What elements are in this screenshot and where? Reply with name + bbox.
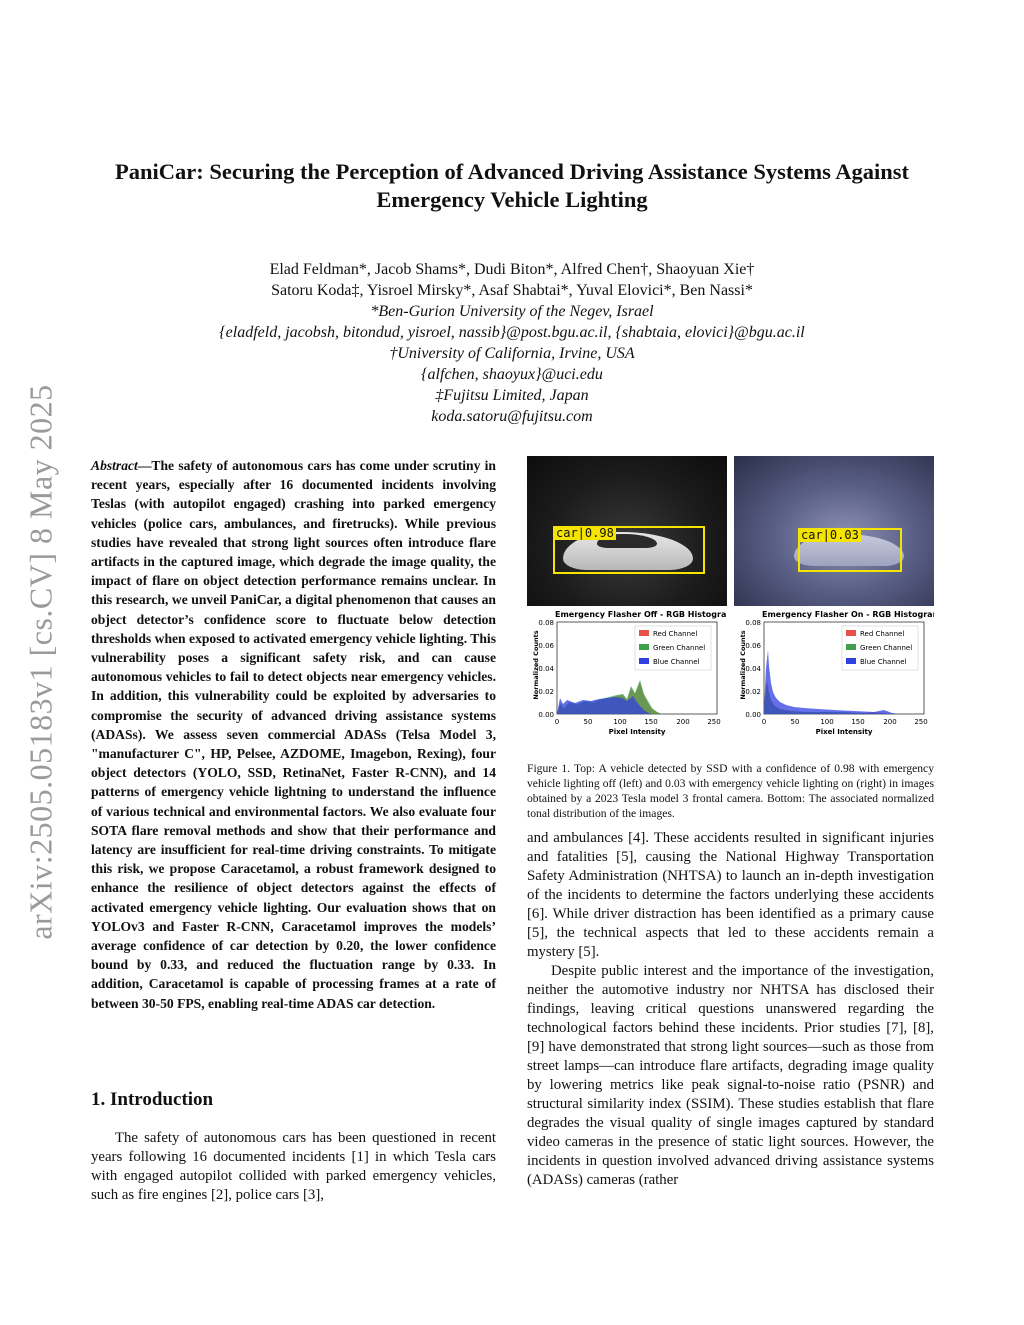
author-line-1: Elad Feldman*, Jacob Shams*, Dudi Biton*, Alfred Chen†, Shaoyuan Xie† — [269, 261, 755, 278]
photo-flasher-on — [734, 456, 934, 606]
x-tick: 50 — [583, 718, 593, 726]
x-ticks — [555, 718, 721, 726]
legend-swatch-blue — [639, 658, 649, 664]
y-tick: 0.02 — [538, 688, 554, 696]
histogram-flasher-off — [527, 608, 727, 738]
y-tick: 0.00 — [745, 711, 761, 719]
legend-label: Blue Channel — [860, 658, 907, 666]
arxiv-stamp-text: arXiv:2505.05183v1 [cs.CV] 8 May 2025 — [22, 384, 59, 940]
figure-1 — [527, 456, 934, 738]
y-tick: 0.08 — [745, 619, 761, 627]
email-1: {eladfeld, jacobsh, bitondud, yisroel, nassib}@post.bgu.ac.il, {shabtaia, elovici}@bgu.ac.il — [219, 324, 805, 341]
paragraph: Despite public interest and the importance of the investigation, neither the automotive industry nor NHTSA has disclosed their findings, leaving critical questions unanswered regarding the technological factors behind these incidents. Prior studies [7], [8], [9] have demonstrated that strong light sources—such as those from street lamps—can introduce flare artifacts, degrading image quality by lowering metrics like peak signal-to-noise ratio (PSNR) and structural similarity index (SSIM). These studies establish that flare degrades the visual quality of single images captured by standard video cameras in the presence of static light sources. However, the incidents in question involved advanced driving assistance systems (ADASs) cameras (rather — [527, 963, 934, 1188]
histogram-svg — [734, 608, 934, 738]
legend-swatch-blue — [846, 658, 856, 664]
affiliation-2: †University of California, Irvine, USA — [389, 345, 635, 362]
y-tick: 0.06 — [745, 642, 761, 650]
x-tick: 200 — [883, 718, 897, 726]
email-3: koda.satoru@fujitsu.com — [431, 408, 593, 425]
x-tick: 200 — [676, 718, 690, 726]
intro-paragraph: The safety of autonomous cars has been questioned in recent years following 16 documented incidents [1] in which Tesla cars with engaged autopilot collided with parked emergency vehicles, such as fire engines [2], police cars [3], — [91, 1130, 496, 1203]
x-ticks — [762, 718, 928, 726]
legend — [842, 626, 918, 670]
paragraph: and ambulances [4]. These accidents resulted in significant injuries and fatalities [5], causing the National Highway Transportation Safety Administration (NHTSA) to launch an in-depth investigation of the incidents to determine the factors underlying these accidents [6]. While driver distraction has been identified as a primary cause [5], the technical aspects that led to these accidents remain a mystery [5]. — [527, 830, 934, 960]
histogram-xlabel: Pixel Intensity — [608, 728, 666, 736]
y-ticks — [745, 619, 761, 719]
detection-label: car|0.03 — [801, 528, 859, 542]
histogram-ylabel: Normalized Counts — [532, 630, 540, 700]
legend-label: Green Channel — [860, 644, 913, 652]
paper-title: PaniCar: Securing the Perception of Advanced Driving Assistance Systems Against Emergency Vehicle Lighting — [115, 159, 909, 212]
x-tick: 100 — [613, 718, 627, 726]
legend-label: Green Channel — [653, 644, 706, 652]
email-2: {alfchen, shaoyux}@uci.edu — [421, 366, 603, 383]
legend-label: Blue Channel — [653, 658, 700, 666]
histogram-xlabel: Pixel Intensity — [815, 728, 873, 736]
figure-caption: Figure 1. Top: A vehicle detected by SSD with a confidence of 0.98 with emergency vehicle lighting off (left) and 0.03 with emergency vehicle lighting on (right) in images obtained by a 2023 Tesla model 3 frontal camera. Bottom: The associated normalized tonal distribution of the images. — [527, 762, 934, 820]
abstract — [91, 456, 496, 1013]
histogram-title: Emergency Flasher Off - RGB Histogram — [555, 610, 727, 619]
abstract-lead: Abstract — [91, 458, 138, 473]
x-tick: 250 — [914, 718, 928, 726]
photo-flasher-off — [527, 456, 727, 606]
histogram-svg — [527, 608, 727, 738]
legend-swatch-red — [639, 630, 649, 636]
arxiv-stamp — [16, 372, 66, 952]
x-tick: 50 — [790, 718, 800, 726]
y-tick: 0.06 — [538, 642, 554, 650]
y-tick: 0.04 — [538, 665, 554, 673]
legend-swatch-red — [846, 630, 856, 636]
y-tick: 0.02 — [745, 688, 761, 696]
x-tick: 0 — [554, 718, 560, 726]
x-tick: 150 — [644, 718, 658, 726]
affiliation-3: ‡Fujitsu Limited, Japan — [435, 387, 589, 404]
author-block — [90, 259, 934, 427]
y-ticks — [538, 619, 554, 719]
legend-swatch-green — [846, 644, 856, 650]
histogram-title: Emergency Flasher On - RGB Histogram — [762, 610, 934, 619]
legend-swatch-green — [639, 644, 649, 650]
author-line-2: Satoru Koda‡, Yisroel Mirsky*, Asaf Shabtai*, Yuval Elovici*, Ben Nassi* — [271, 282, 753, 299]
legend-label: Red Channel — [653, 630, 698, 638]
y-tick: 0.08 — [538, 619, 554, 627]
detection-label: car|0.98 — [556, 526, 614, 540]
y-tick: 0.00 — [538, 711, 554, 719]
x-tick: 0 — [761, 718, 767, 726]
histogram-flasher-on — [734, 608, 934, 738]
legend — [635, 626, 711, 670]
affiliation-1: *Ben-Gurion University of the Negev, Israel — [370, 303, 654, 320]
legend-label: Red Channel — [860, 630, 905, 638]
abstract-text: —The safety of autonomous cars has come under scrutiny in recent years, especially after 16 documented incidents involving Teslas (with autopilot engaged) crashing into parked emergency vehicles (police cars, ambulances, and firetrucks). While previous studies have revealed that strong light sources often introduce flare artifacts in the captured image, which degrade the image quality, the impact of flare on object detection performance remains unclear. In this research, we unveil PaniCar, a digital phenomenon that causes an object detector’s confidence score to fluctuate below detection thresholds when exposed to activated emergency vehicle lighting. This vulnerability poses a significant safety risk, and can cause autonomous vehicles to fail to detect objects near emergency vehicles. In addition, this vulnerability could be exploited by adversaries to compromise the security of advanced driving assistance systems (ADASs). We assess seven commercial ADASs (Telsa Model 3, "manufacturer C", HP, Pelsee, AZDOME, Imagebon, Rexing), four object detectors (YOLO, SSD, RetinaNet, Faster R-CNN), and 14 patterns of emergency vehicle lightning to understand the influence of various technical and environmental factors. We also evaluate four SOTA flare removal methods and show that their performance and latency are insufficient for real-time driving constraints. To mitigate this risk, we propose Caracetamol, a robust framework designed to enhance the resilience of object detectors against the effects of activated emergency vehicle lighting. Our evaluation shows that on YOLOv3 and Faster R-CNN, Caracetamol improves the models’ average confidence of car detection by 0.20, the lower confidence bound by 0.33, and reduced the fluctuation range by 0.33. In addition, Caracetamol is capable of processing frames at a rate of between 30-50 FPS, enabling real-time ADAS car detection. — [91, 458, 496, 1011]
x-tick: 150 — [851, 718, 865, 726]
x-tick: 250 — [707, 718, 721, 726]
section-heading-introduction: 1. Introduction — [91, 1089, 214, 1110]
x-tick: 100 — [820, 718, 834, 726]
y-tick: 0.04 — [745, 665, 761, 673]
right-column-text — [527, 829, 934, 1190]
histogram-ylabel: Normalized Counts — [739, 630, 747, 700]
